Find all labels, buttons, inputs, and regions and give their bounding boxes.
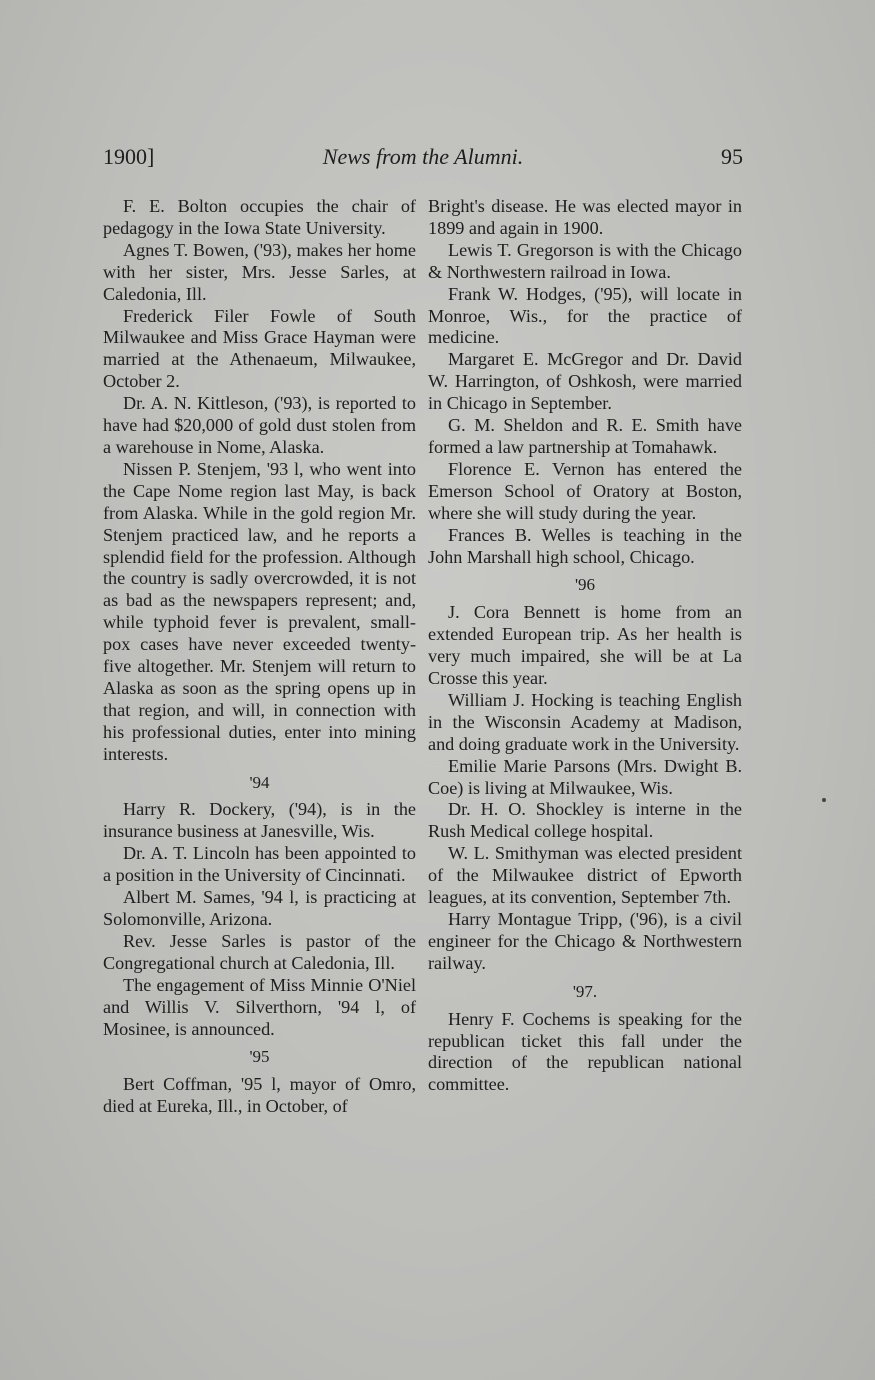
alumni-note-paragraph: Henry F. Cochems is speaking for the republican ticket this fall under the direction of the republican national committee. bbox=[428, 1008, 742, 1095]
alumni-note-paragraph: Dr. A. T. Lincoln has been appointed to a position in the University of Cincinnati. bbox=[103, 843, 416, 886]
alumni-note-paragraph: Frederick Filer Fowle of South Milwaukee and Miss Grace Hayman were married at the Athenaeum, Milwaukee, October 2. bbox=[103, 305, 416, 392]
alumni-note-paragraph: Harry R. Dockery, ('94), is in the insurance business at Janesville, Wis. bbox=[103, 799, 416, 842]
alumni-note-paragraph: Rev. Jesse Sarles is pastor of the Congregational church at Caledonia, Ill. bbox=[103, 930, 416, 973]
alumni-note-paragraph: Albert M. Sames, '94 l, is practicing at Solomonville, Arizona. bbox=[103, 887, 416, 929]
alumni-note-paragraph: Frances B. Welles is teaching in the John Marshall high school, Chicago. bbox=[428, 524, 742, 567]
alumni-note-paragraph: Margaret E. McGregor and Dr. David W. Harrington, of Oshkosh, were married in Chicago in September. bbox=[428, 349, 742, 414]
alumni-note-paragraph: J. Cora Bennett is home from an extended European trip. As her health is very much impaired, she will be at La Crosse this year. bbox=[428, 602, 742, 689]
alumni-note-paragraph: G. M. Sheldon and R. E. Smith have formed a law partnership at Tomahawk. bbox=[428, 415, 742, 457]
running-header bbox=[103, 144, 743, 178]
alumni-note-paragraph: F. E. Bolton occupies the chair of pedagogy in the Iowa State University. bbox=[103, 196, 416, 238]
alumni-note-paragraph: Dr. A. N. Kittleson, ('93), is reported to have had $20,000 of gold dust stolen from a warehouse in Nome, Alaska. bbox=[103, 393, 416, 457]
class-year-heading: '95 bbox=[249, 1047, 270, 1067]
class-year-heading: '97. bbox=[572, 981, 598, 1001]
header-title: News from the Alumni. bbox=[322, 144, 524, 169]
class-year-heading: '96 bbox=[574, 575, 596, 595]
alumni-note-paragraph: William J. Hocking is teaching English in the Wisconsin Academy at Madison, and doing graduate work in the University. bbox=[428, 689, 742, 754]
alumni-note-paragraph: Florence E. Vernon has entered the Emerson School of Oratory at Boston, where she will study during the year. bbox=[428, 458, 742, 523]
alumni-note-paragraph: Lewis T. Gregorson is with the Chicago & Northwestern railroad in Iowa. bbox=[428, 239, 742, 282]
alumni-note-paragraph: Nissen P. Stenjem, '93 l, who went into the Cape Nome region last May, is back from Alaska. While in the gold region Mr. Stenjem practiced law, and he reports a splendid field for the profession. Although the country is sadly overcrowded, it is not as bad as the newspapers represent; and, while typhoid fever is prevalent, small-pox cases have never exceeded twenty-five altogether. Mr. Stenjem will return to Alaska as soon as the spring opens up in that region, and will, in connection with his professional duties, enter into mining interests. bbox=[103, 458, 416, 764]
alumni-note-paragraph: The engagement of Miss Minnie O'Niel and Willis V. Silverthorn, '94 l, of Mosinee, is announced. bbox=[103, 974, 416, 1039]
alumni-note-paragraph: Bert Coffman, '95 l, mayor of Omro, died at Eureka, Ill., in October, of bbox=[103, 1074, 416, 1117]
alumni-note-paragraph: Harry Montague Tripp, ('96), is a civil engineer for the Chicago & Northwestern railway. bbox=[428, 909, 742, 973]
paper-speck bbox=[822, 798, 826, 802]
right-column bbox=[428, 196, 742, 1096]
alumni-note-paragraph: Dr. H. O. Shockley is interne in the Rush Medical college hospital. bbox=[428, 799, 742, 842]
page-number: 95 bbox=[721, 144, 743, 169]
alumni-note-paragraph: Frank W. Hodges, ('95), will locate in Monroe, Wis., for the practice of medicine. bbox=[428, 283, 742, 348]
alumni-note-paragraph: Agnes T. Bowen, ('93), makes her home with her sister, Mrs. Jesse Sarles, at Caledonia, Ill. bbox=[103, 239, 416, 304]
alumni-note-paragraph: Emilie Marie Parsons (Mrs. Dwight B. Coe) is living at Milwaukee, Wis. bbox=[428, 755, 742, 798]
header-year: 1900] bbox=[103, 144, 155, 169]
alumni-note-paragraph: Bright's disease. He was elected mayor in 1899 and again in 1900. bbox=[428, 196, 742, 238]
left-column bbox=[103, 196, 416, 1118]
alumni-note-paragraph: W. L. Smithyman was elected president of the Milwaukee district of Epworth leagues, at its convention, September 7th. bbox=[428, 843, 742, 908]
class-year-heading: '94 bbox=[249, 772, 270, 792]
